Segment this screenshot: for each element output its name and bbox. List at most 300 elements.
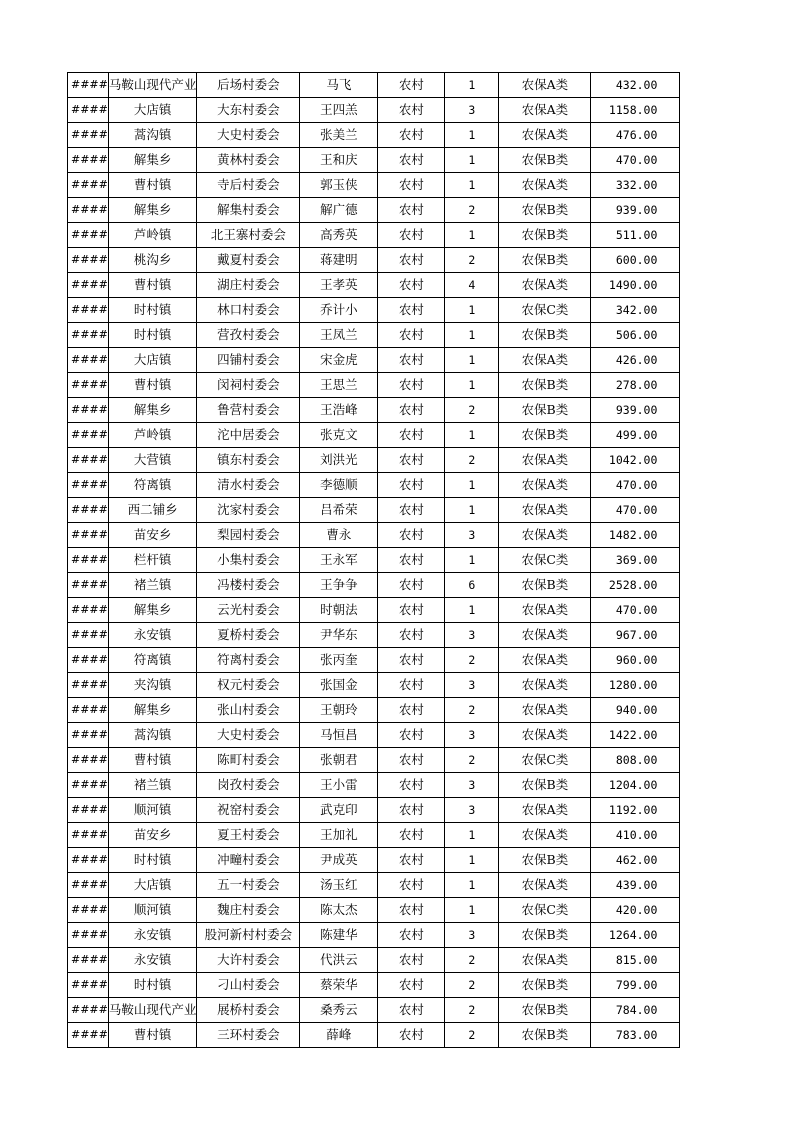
town-cell: 马鞍山现代产业 [108,998,197,1023]
insurance-category-cell: 农保A类 [499,523,591,548]
table-row [68,223,680,248]
town-cell: 时村镇 [108,848,197,873]
id-cell: #### [68,498,109,523]
table-row [68,248,680,273]
table-row [68,198,680,223]
name-cell: 王浩峰 [300,398,378,423]
household-count-cell: 3 [445,523,499,548]
household-count-cell: 1 [445,373,499,398]
id-cell: #### [68,173,109,198]
insurance-category-cell: 农保A类 [499,798,591,823]
table-row [68,698,680,723]
town-cell: 蒿沟镇 [108,723,197,748]
id-cell: #### [68,723,109,748]
town-cell: 曹村镇 [108,173,197,198]
village-committee-cell: 陈町村委会 [197,748,300,773]
area-type-cell: 农村 [378,898,445,923]
town-cell: 永安镇 [108,923,197,948]
town-cell: 马鞍山现代产业 [108,73,197,98]
table-row [68,823,680,848]
name-cell: 张美兰 [300,123,378,148]
household-count-cell: 6 [445,573,499,598]
id-cell: #### [68,798,109,823]
table-row [68,98,680,123]
insurance-category-cell: 农保B类 [499,973,591,998]
town-cell: 大店镇 [108,348,197,373]
household-count-cell: 1 [445,298,499,323]
amount-cell: 278.00 [591,373,680,398]
id-cell: #### [68,523,109,548]
id-cell: #### [68,273,109,298]
area-type-cell: 农村 [378,248,445,273]
id-cell: #### [68,348,109,373]
name-cell: 解广德 [300,198,378,223]
insurance-category-cell: 农保A类 [499,623,591,648]
household-count-cell: 1 [445,498,499,523]
id-cell: #### [68,623,109,648]
area-type-cell: 农村 [378,273,445,298]
name-cell: 蒋建明 [300,248,378,273]
table-row [68,398,680,423]
table-row [68,273,680,298]
id-cell: #### [68,998,109,1023]
amount-cell: 783.00 [591,1023,680,1048]
area-type-cell: 农村 [378,873,445,898]
table-row [68,923,680,948]
insurance-category-cell: 农保A类 [499,648,591,673]
id-cell: #### [68,573,109,598]
id-cell: #### [68,1023,109,1048]
id-cell: #### [68,248,109,273]
insurance-category-cell: 农保A类 [499,348,591,373]
table-row [68,748,680,773]
village-committee-cell: 镇东村委会 [197,448,300,473]
household-count-cell: 3 [445,798,499,823]
village-committee-cell: 大史村委会 [197,723,300,748]
amount-cell: 470.00 [591,598,680,623]
town-cell: 符离镇 [108,473,197,498]
insurance-category-cell: 农保A类 [499,273,591,298]
amount-cell: 499.00 [591,423,680,448]
household-count-cell: 1 [445,323,499,348]
name-cell: 桑秀云 [300,998,378,1023]
name-cell: 郭玉侠 [300,173,378,198]
amount-cell: 470.00 [591,148,680,173]
amount-cell: 369.00 [591,548,680,573]
village-committee-cell: 大史村委会 [197,123,300,148]
household-count-cell: 1 [445,823,499,848]
amount-cell: 600.00 [591,248,680,273]
table-row [68,123,680,148]
area-type-cell: 农村 [378,98,445,123]
name-cell: 曹永 [300,523,378,548]
town-cell: 顺河镇 [108,898,197,923]
village-committee-cell: 寺后村委会 [197,173,300,198]
name-cell: 王和庆 [300,148,378,173]
id-cell: #### [68,323,109,348]
amount-cell: 462.00 [591,848,680,873]
area-type-cell: 农村 [378,1023,445,1048]
household-count-cell: 1 [445,148,499,173]
id-cell: #### [68,123,109,148]
town-cell: 时村镇 [108,323,197,348]
id-cell: #### [68,148,109,173]
town-cell: 西二铺乡 [108,498,197,523]
amount-cell: 420.00 [591,898,680,923]
name-cell: 宋金虎 [300,348,378,373]
insurance-category-cell: 农保B类 [499,323,591,348]
insurance-category-cell: 农保A类 [499,873,591,898]
table-row [68,598,680,623]
amount-cell: 960.00 [591,648,680,673]
village-committee-cell: 三环村委会 [197,1023,300,1048]
name-cell: 时朝法 [300,598,378,623]
household-count-cell: 1 [445,223,499,248]
name-cell: 陈太杰 [300,898,378,923]
town-cell: 永安镇 [108,948,197,973]
area-type-cell: 农村 [378,123,445,148]
village-committee-cell: 北王寨村委会 [197,223,300,248]
insurance-category-cell: 农保A类 [499,73,591,98]
table-row [68,648,680,673]
id-cell: #### [68,223,109,248]
town-cell: 解集乡 [108,148,197,173]
table-row [68,798,680,823]
household-count-cell: 2 [445,398,499,423]
village-committee-cell: 营孜村委会 [197,323,300,348]
amount-cell: 426.00 [591,348,680,373]
name-cell: 代洪云 [300,948,378,973]
table-row [68,1023,680,1048]
village-committee-cell: 冲疃村委会 [197,848,300,873]
area-type-cell: 农村 [378,548,445,573]
household-count-cell: 2 [445,948,499,973]
village-committee-cell: 沱中居委会 [197,423,300,448]
town-cell: 永安镇 [108,623,197,648]
amount-cell: 940.00 [591,698,680,723]
amount-cell: 1280.00 [591,673,680,698]
insurance-category-cell: 农保A类 [499,673,591,698]
household-count-cell: 2 [445,648,499,673]
household-count-cell: 3 [445,923,499,948]
id-cell: #### [68,598,109,623]
amount-cell: 2528.00 [591,573,680,598]
amount-cell: 808.00 [591,748,680,773]
insurance-category-cell: 农保B类 [499,223,591,248]
village-committee-cell: 符离村委会 [197,648,300,673]
household-count-cell: 1 [445,123,499,148]
town-cell: 芦岭镇 [108,223,197,248]
id-cell: #### [68,873,109,898]
insurance-category-cell: 农保C类 [499,748,591,773]
name-cell: 李德顺 [300,473,378,498]
village-committee-cell: 冯楼村委会 [197,573,300,598]
id-cell: #### [68,973,109,998]
village-committee-cell: 云光村委会 [197,598,300,623]
town-cell: 符离镇 [108,648,197,673]
id-cell: #### [68,473,109,498]
name-cell: 王争争 [300,573,378,598]
name-cell: 张国金 [300,673,378,698]
table-row [68,723,680,748]
name-cell: 蔡荣华 [300,973,378,998]
amount-cell: 939.00 [591,398,680,423]
household-count-cell: 2 [445,973,499,998]
household-count-cell: 1 [445,423,499,448]
insurance-category-cell: 农保B类 [499,423,591,448]
household-count-cell: 2 [445,1023,499,1048]
table-body [68,73,680,1048]
amount-cell: 332.00 [591,173,680,198]
village-committee-cell: 梨园村委会 [197,523,300,548]
village-committee-cell: 戴夏村委会 [197,248,300,273]
insurance-category-cell: 农保A类 [499,473,591,498]
name-cell: 王小雷 [300,773,378,798]
amount-cell: 511.00 [591,223,680,248]
town-cell: 桃沟乡 [108,248,197,273]
household-count-cell: 1 [445,73,499,98]
table-row [68,848,680,873]
id-cell: #### [68,298,109,323]
village-committee-cell: 大东村委会 [197,98,300,123]
village-committee-cell: 五一村委会 [197,873,300,898]
table-row [68,623,680,648]
id-cell: #### [68,73,109,98]
id-cell: #### [68,848,109,873]
village-committee-cell: 大许村委会 [197,948,300,973]
insurance-category-cell: 农保B类 [499,923,591,948]
table-row [68,323,680,348]
insurance-category-cell: 农保C类 [499,548,591,573]
area-type-cell: 农村 [378,648,445,673]
amount-cell: 1192.00 [591,798,680,823]
insurance-category-cell: 农保B类 [499,198,591,223]
town-cell: 解集乡 [108,698,197,723]
household-count-cell: 1 [445,173,499,198]
village-committee-cell: 股河新村村委会 [197,923,300,948]
amount-cell: 342.00 [591,298,680,323]
amount-cell: 476.00 [591,123,680,148]
area-type-cell: 农村 [378,298,445,323]
area-type-cell: 农村 [378,623,445,648]
household-count-cell: 2 [445,698,499,723]
area-type-cell: 农村 [378,398,445,423]
amount-cell: 470.00 [591,498,680,523]
insurance-category-cell: 农保B类 [499,848,591,873]
insurance-category-cell: 农保A类 [499,948,591,973]
area-type-cell: 农村 [378,448,445,473]
name-cell: 张朝君 [300,748,378,773]
village-committee-cell: 沈家村委会 [197,498,300,523]
amount-cell: 1490.00 [591,273,680,298]
relief-roster-table [67,72,680,1048]
village-committee-cell: 岗孜村委会 [197,773,300,798]
id-cell: #### [68,398,109,423]
household-count-cell: 3 [445,623,499,648]
area-type-cell: 农村 [378,798,445,823]
name-cell: 王永军 [300,548,378,573]
area-type-cell: 农村 [378,923,445,948]
table-row [68,673,680,698]
insurance-category-cell: 农保A类 [499,498,591,523]
area-type-cell: 农村 [378,473,445,498]
household-count-cell: 2 [445,198,499,223]
amount-cell: 784.00 [591,998,680,1023]
area-type-cell: 农村 [378,423,445,448]
area-type-cell: 农村 [378,848,445,873]
amount-cell: 1042.00 [591,448,680,473]
town-cell: 曹村镇 [108,273,197,298]
id-cell: #### [68,448,109,473]
town-cell: 夹沟镇 [108,673,197,698]
table-row [68,873,680,898]
area-type-cell: 农村 [378,598,445,623]
insurance-category-cell: 农保A类 [499,98,591,123]
household-count-cell: 2 [445,748,499,773]
name-cell: 尹华东 [300,623,378,648]
amount-cell: 432.00 [591,73,680,98]
area-type-cell: 农村 [378,373,445,398]
town-cell: 时村镇 [108,298,197,323]
town-cell: 大店镇 [108,98,197,123]
table-row [68,998,680,1023]
area-type-cell: 农村 [378,823,445,848]
town-cell: 解集乡 [108,398,197,423]
name-cell: 马恒昌 [300,723,378,748]
table-row [68,473,680,498]
household-count-cell: 1 [445,348,499,373]
id-cell: #### [68,923,109,948]
name-cell: 王朝玲 [300,698,378,723]
village-committee-cell: 四铺村委会 [197,348,300,373]
household-count-cell: 3 [445,98,499,123]
insurance-category-cell: 农保C类 [499,898,591,923]
area-type-cell: 农村 [378,723,445,748]
name-cell: 王凤兰 [300,323,378,348]
village-committee-cell: 魏庄村委会 [197,898,300,923]
name-cell: 乔计小 [300,298,378,323]
town-cell: 芦岭镇 [108,423,197,448]
area-type-cell: 农村 [378,998,445,1023]
area-type-cell: 农村 [378,348,445,373]
town-cell: 大店镇 [108,873,197,898]
table-row [68,173,680,198]
id-cell: #### [68,648,109,673]
amount-cell: 939.00 [591,198,680,223]
insurance-category-cell: 农保A类 [499,823,591,848]
town-cell: 曹村镇 [108,748,197,773]
amount-cell: 1422.00 [591,723,680,748]
name-cell: 薛峰 [300,1023,378,1048]
table-row [68,73,680,98]
household-count-cell: 3 [445,773,499,798]
insurance-category-cell: 农保A类 [499,598,591,623]
village-committee-cell: 解集村委会 [197,198,300,223]
village-committee-cell: 小集村委会 [197,548,300,573]
name-cell: 王思兰 [300,373,378,398]
village-committee-cell: 鲁营村委会 [197,398,300,423]
insurance-category-cell: 农保B类 [499,398,591,423]
village-committee-cell: 权元村委会 [197,673,300,698]
amount-cell: 410.00 [591,823,680,848]
amount-cell: 799.00 [591,973,680,998]
area-type-cell: 农村 [378,573,445,598]
id-cell: #### [68,748,109,773]
insurance-category-cell: 农保A类 [499,123,591,148]
id-cell: #### [68,698,109,723]
area-type-cell: 农村 [378,223,445,248]
table-row [68,498,680,523]
town-cell: 时村镇 [108,973,197,998]
insurance-category-cell: 农保B类 [499,573,591,598]
village-committee-cell: 夏桥村委会 [197,623,300,648]
area-type-cell: 农村 [378,673,445,698]
id-cell: #### [68,98,109,123]
table-row [68,348,680,373]
id-cell: #### [68,423,109,448]
village-committee-cell: 后场村委会 [197,73,300,98]
insurance-category-cell: 农保A类 [499,173,591,198]
village-committee-cell: 林口村委会 [197,298,300,323]
name-cell: 汤玉红 [300,873,378,898]
amount-cell: 439.00 [591,873,680,898]
village-committee-cell: 湖庄村委会 [197,273,300,298]
name-cell: 武克印 [300,798,378,823]
id-cell: #### [68,673,109,698]
area-type-cell: 农村 [378,748,445,773]
area-type-cell: 农村 [378,498,445,523]
household-count-cell: 4 [445,273,499,298]
name-cell: 吕希荣 [300,498,378,523]
town-cell: 蒿沟镇 [108,123,197,148]
area-type-cell: 农村 [378,948,445,973]
table-row [68,973,680,998]
area-type-cell: 农村 [378,173,445,198]
amount-cell: 815.00 [591,948,680,973]
village-committee-cell: 展桥村委会 [197,998,300,1023]
id-cell: #### [68,823,109,848]
id-cell: #### [68,948,109,973]
amount-cell: 967.00 [591,623,680,648]
town-cell: 曹村镇 [108,373,197,398]
name-cell: 张丙奎 [300,648,378,673]
insurance-category-cell: 农保A类 [499,698,591,723]
insurance-category-cell: 农保B类 [499,148,591,173]
table-row [68,373,680,398]
village-committee-cell: 张山村委会 [197,698,300,723]
household-count-cell: 1 [445,598,499,623]
town-cell: 苗安乡 [108,823,197,848]
table-row [68,448,680,473]
town-cell: 解集乡 [108,198,197,223]
id-cell: #### [68,198,109,223]
amount-cell: 506.00 [591,323,680,348]
table-row [68,523,680,548]
insurance-category-cell: 农保B类 [499,1023,591,1048]
household-count-cell: 2 [445,448,499,473]
id-cell: #### [68,773,109,798]
name-cell: 王四羔 [300,98,378,123]
household-count-cell: 1 [445,898,499,923]
amount-cell: 1482.00 [591,523,680,548]
insurance-category-cell: 农保A类 [499,723,591,748]
area-type-cell: 农村 [378,773,445,798]
name-cell: 张克文 [300,423,378,448]
household-count-cell: 2 [445,998,499,1023]
household-count-cell: 1 [445,548,499,573]
village-committee-cell: 夏王村委会 [197,823,300,848]
id-cell: #### [68,548,109,573]
